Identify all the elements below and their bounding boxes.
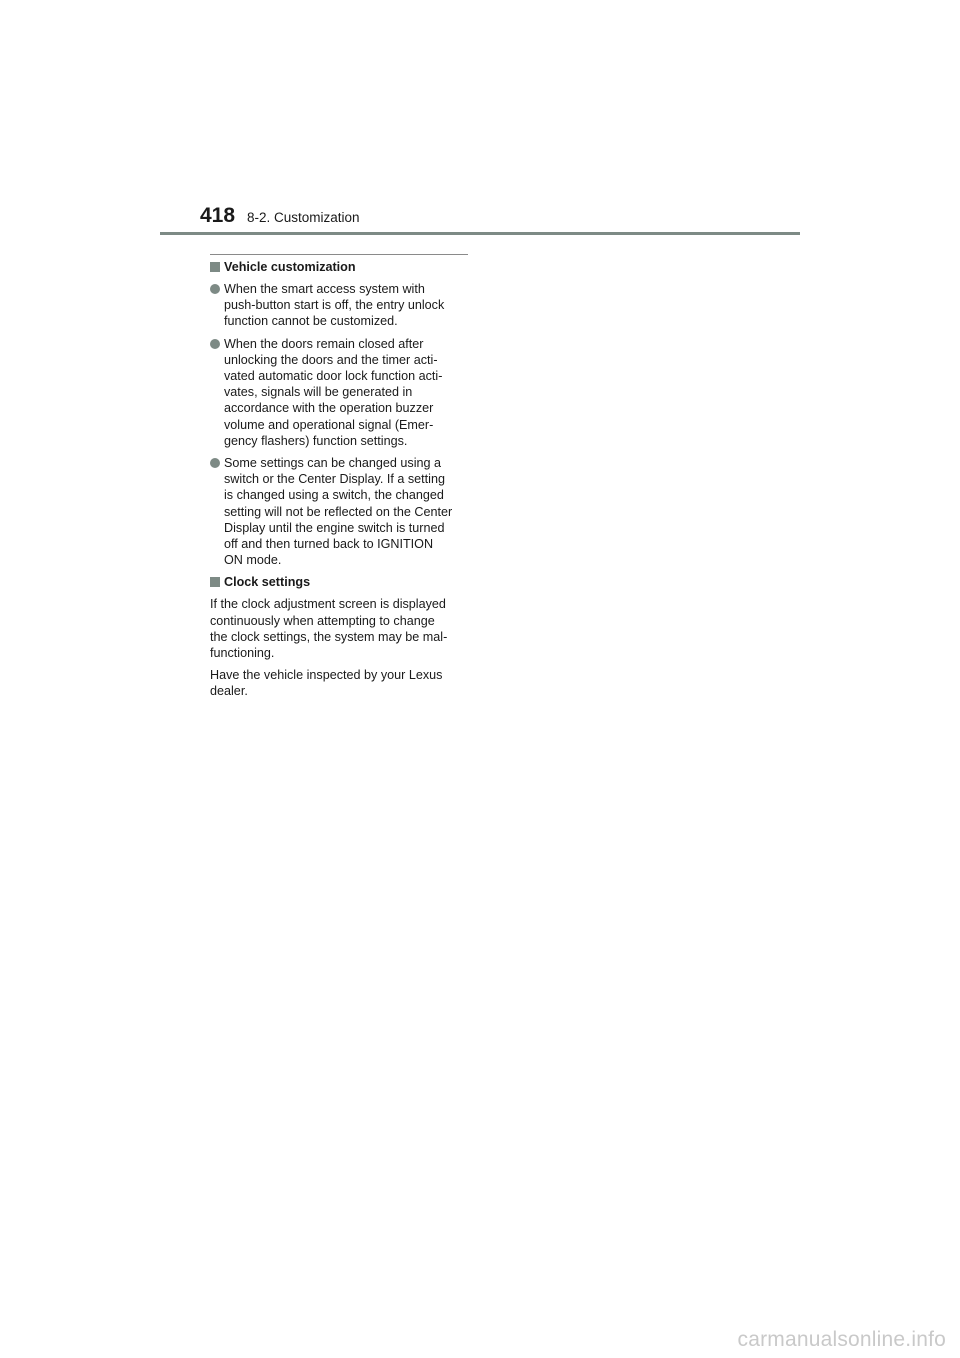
watermark: carmanualsonline.info [737,1328,946,1351]
circle-bullet-icon [210,284,220,294]
list-item [210,281,468,330]
page-header [160,200,800,236]
circle-bullet-icon [210,339,220,349]
content-column [210,254,468,706]
list-item-text: Some settings can be changed using a switch or the Center Display. If a setting is changed using a switch, the changed setting will not be reflected on the Center Display until the engine switch is turned off and then turned back to IGNITION ON mode. [224,456,453,568]
section-title: 8-2. Customization [247,210,360,225]
section-heading-text: Clock settings [224,575,311,590]
header-rule [160,232,800,235]
paragraph: Have the vehicle inspected by your Lexus dealer. [210,668,443,699]
page-number: 418 [200,204,236,227]
section-heading-clock-settings [210,574,468,590]
square-bullet-icon [210,577,220,587]
section-heading-vehicle-customization [210,259,468,275]
list-item [210,455,468,568]
list-item-text: When the doors remain closed after unlocking the doors and the timer acti- vated automatic door lock function acti- vates, signals will be generated in accordance with the operation buzzer volume and operational signal (Emer- gency flashers) function settings. [224,336,443,448]
paragraph: If the clock adjustment screen is displayed continuously when attempting to change the clock settings, the system may be mal- functioning. [210,597,448,661]
circle-bullet-icon [210,458,220,468]
column-rule [210,254,468,255]
list-item [210,336,468,449]
list-item-text: When the smart access system with push-button start is off, the entry unlock function cannot be customized. [224,282,445,329]
square-bullet-icon [210,262,220,272]
section-heading-text: Vehicle customization [224,260,356,274]
